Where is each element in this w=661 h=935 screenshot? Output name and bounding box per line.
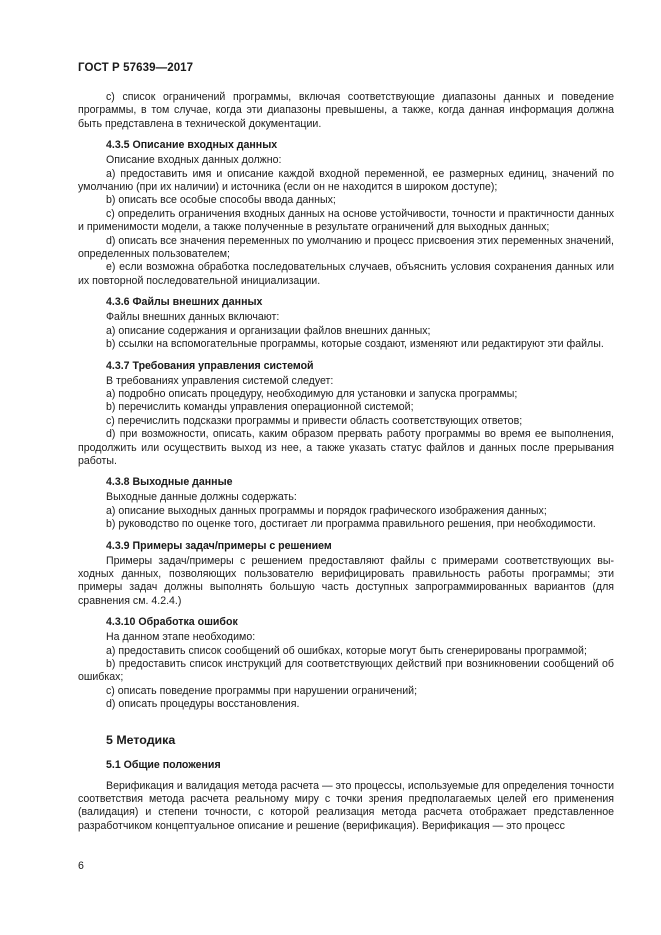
section-heading: 4.3.5 Описание входных данных [106, 139, 278, 152]
section-heading: 4.3.10 Обработка ошибок [106, 616, 238, 629]
paragraph: Примеры задач/примеры с решением предоставляют файлы с примерами соответствующих выходных данных, позволяющих пользователю верифицировать правильность работы программы; эти примеры задач должны выполнять большую часть доступных запрограммированных вариантов (для сравнения см. 4.2.4.) [78, 554, 614, 607]
list-item: а) описание выходных данных программы и порядок графического изображения данных; [106, 504, 547, 517]
paragraph: c) список ограничений программы, включая соответствующие диапазоны данных и поведение программы, в том случае, когда эти диапазоны превышены, а также, когда данная информация должна быть представлена в технической документации. [78, 91, 614, 130]
list-item: b) описать все особые способы ввода данных; [106, 194, 336, 207]
paragraph: Выходные данные должны содержать: [106, 491, 297, 504]
list-item: c) описать поведение программы при нарушении ограничений; [106, 684, 418, 697]
list-item: e) если возможна обработка последовательных случаев, объяснить условия сохранения данных или их повторной последовательной инициализации. [78, 261, 614, 287]
list-item: c) определить ограничения входных данных на основе устойчивости, точности и практичности данных и применимости модели, а также полученные в результате ограничений для выходных данных; [78, 207, 614, 234]
list-item: b) ссылки на вспомогательные программы, которые создают, изменяют или редактируют эти файлы. [106, 338, 604, 351]
list-item: c) перечислить подсказки программы и привести область соответствующих ответов; [106, 414, 523, 427]
list-item: а) подробно описать процедуру, необходимую для установки и запуска программы; [106, 387, 518, 400]
list-item: а) описание содержания и организации файлов внешних данных; [106, 324, 431, 337]
list-item: а) предоставить имя и описание каждой входной переменной, ее размерных единиц, значений по умолчанию (при их наличии) и источника (если он не находится в широком доступе); [78, 167, 614, 194]
page-number: 6 [78, 860, 84, 872]
document-header: ГОСТ Р 57639—2017 [78, 62, 194, 74]
list-item: b) предоставить список инструкций для соответствующих действий при возникновении сообщений об ошибках; [78, 658, 614, 684]
paragraph: На данном этапе необходимо: [106, 631, 256, 644]
section-heading: 4.3.9 Примеры задач/примеры с решением [106, 539, 332, 552]
list-item: b) руководство по оценке того, достигает ли программа правильного решения, при необходимости. [106, 518, 596, 531]
section-heading: 4.3.8 Выходные данные [106, 476, 233, 489]
list-item: а) предоставить список сообщений об ошибках, которые могут быть сгенерированы программой; [106, 644, 587, 657]
section-heading: 5.1 Общие положения [106, 758, 221, 771]
page-content [78, 91, 614, 833]
paragraph: Описание входных данных должно: [106, 154, 282, 167]
list-item: d) описать все значения переменных по умолчанию и процесс присвоения этих переменных значений, определенных пользователем; [78, 234, 614, 261]
list-item: d) описать процедуры восстановления. [106, 698, 300, 711]
chapter-heading: 5 Методика [106, 732, 176, 747]
list-item: d) при возможности, описать, каким образом прервать работу программы во время ее выполнения, продолжить или осуществить выход из нее, а также указать статус файлов и данных после прерывания работы. [78, 428, 614, 467]
section-heading: 4.3.6 Файлы внешних данных [106, 296, 263, 309]
list-item: b) перечислить команды управления операционной системой; [106, 401, 414, 414]
paragraph: В требованиях управления системой следует: [106, 374, 334, 387]
paragraph: Файлы внешних данных включают: [106, 311, 280, 324]
paragraph: Верификация и валидация метода расчета — это процессы, используемые для определения точности соответствия метода расчета реальному миру с точки зрения предполагаемых целей его применения (валидация) и степени точности, с которой реализация метода расчета отображает представленное разработчиком концептуальное описание и решение (верификация). Верификация — это процесс [78, 779, 614, 832]
section-heading: 4.3.7 Требования управления системой [106, 359, 314, 372]
